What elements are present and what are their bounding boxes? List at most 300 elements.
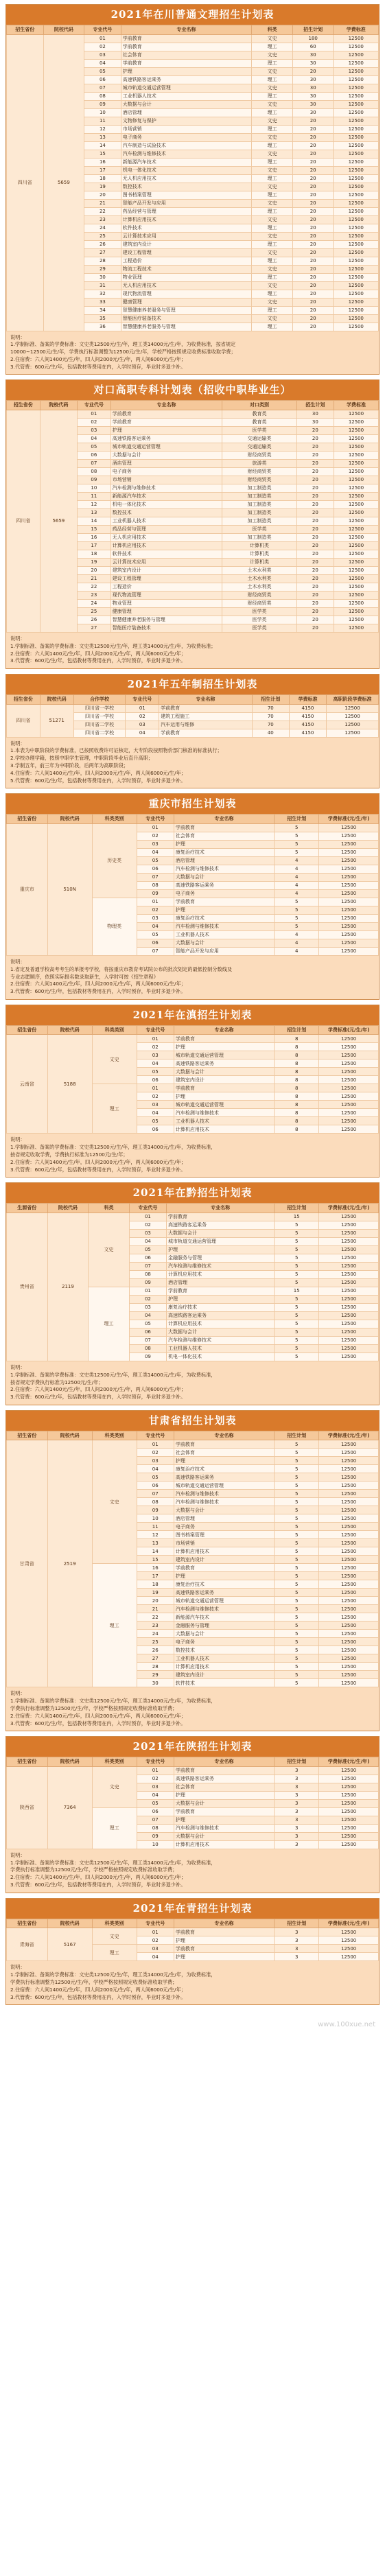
table-cell: 12500 xyxy=(327,712,379,721)
note-line: 专业志愿顺序，依照实际报名数录取新生，入学时可按《招生章程》 xyxy=(10,973,159,980)
table-cell: 5 xyxy=(275,1336,319,1344)
table-cell: 5 xyxy=(275,1580,319,1589)
table-cell: 8 xyxy=(275,1084,319,1092)
table-cell: 30 xyxy=(292,75,334,84)
table-cell: 无人机应用技术 xyxy=(121,174,252,183)
table-cell: 12500 xyxy=(319,947,379,955)
table-cell: 12500 xyxy=(334,281,379,290)
note-line: 说明： xyxy=(10,635,25,642)
table-row xyxy=(7,34,379,43)
table-cell: 03 xyxy=(137,1945,174,1953)
table-cell: 02 xyxy=(129,1221,166,1229)
table-cell: 康复治疗技术 xyxy=(174,1580,274,1589)
table-cell: 03 xyxy=(126,721,159,729)
school-code-cell: 5188 xyxy=(47,1035,92,1134)
note-line: 说明： xyxy=(10,740,25,747)
column-header: 招生计划 xyxy=(296,401,334,410)
province-cell: 云南省 xyxy=(7,1035,48,1134)
column-header: 招生计划 xyxy=(275,815,319,824)
table-cell: 市场营销 xyxy=(110,476,222,484)
table-cell: 24 xyxy=(77,599,110,607)
table-cell: 12500 xyxy=(334,591,378,599)
table-cell: 12500 xyxy=(319,1523,379,1531)
section-title: 2021年在黔招生计划表 xyxy=(6,1183,379,1203)
table-cell: 02 xyxy=(137,1936,174,1945)
table-cell: 健康管理 xyxy=(110,607,222,616)
table-cell: 26 xyxy=(84,240,121,248)
column-header: 高职阶段学费标准 xyxy=(327,694,379,704)
school-code-cell: 510N xyxy=(47,823,92,955)
table-cell: 汽车检测与维修技术 xyxy=(121,150,252,158)
table-cell: 20 xyxy=(296,550,334,558)
column-header: 专业代号 xyxy=(129,1204,166,1213)
column-header: 招生省份 xyxy=(7,401,40,410)
table-cell: 35 xyxy=(84,314,121,323)
table-cell: 05 xyxy=(137,1068,174,1076)
table-cell: 12500 xyxy=(334,599,378,607)
table-cell: 社会体育 xyxy=(174,832,274,840)
table-cell: 财经商贸类 xyxy=(222,599,296,607)
table-cell: 12500 xyxy=(319,1766,379,1775)
page-footer xyxy=(0,2010,385,2033)
section-sichuan-general xyxy=(5,4,380,375)
table-cell: 12500 xyxy=(334,306,379,314)
table-cell: 05 xyxy=(137,930,174,939)
table-cell: 新能源汽车技术 xyxy=(121,158,252,166)
table-cell: 03 xyxy=(137,914,174,922)
table-cell: 建筑室内设计 xyxy=(110,566,222,574)
table-cell: 建筑工程施工 xyxy=(159,712,253,721)
table-cell: 01 xyxy=(137,1084,174,1092)
column-header: 专业代号 xyxy=(137,815,174,824)
table-cell: 20 xyxy=(296,525,334,533)
table-cell: 12500 xyxy=(319,930,379,939)
table-cell: 20 xyxy=(292,191,334,199)
table-cell: 06 xyxy=(137,1125,174,1134)
school-code-cell: 2519 xyxy=(47,1440,92,1687)
note-line: 说明： xyxy=(10,1964,25,1971)
note-line: 3.学制五年，前三年为中职阶段，后两年为高职阶段； xyxy=(10,762,129,769)
table-cell: 大数据与会计 xyxy=(174,939,274,947)
table-cell: 12500 xyxy=(319,1490,379,1498)
table-cell: 四川省一学校 xyxy=(73,704,126,712)
table-cell: 04 xyxy=(129,1311,166,1320)
table-cell: 12500 xyxy=(319,1068,379,1076)
table-cell: 5 xyxy=(275,1440,319,1449)
table-header-row xyxy=(7,1025,379,1035)
table-cell: 社会体育 xyxy=(174,1449,274,1457)
table-cell: 理工 xyxy=(252,273,293,281)
table-cell: 20 xyxy=(296,484,334,492)
table-cell: 学前教育 xyxy=(174,1564,274,1572)
table-cell: 学前教育 xyxy=(174,898,274,906)
table-cell: 护理 xyxy=(167,1245,275,1254)
table-cell: 20 xyxy=(292,67,334,75)
table-cell: 文史 xyxy=(252,67,293,75)
column-header: 招生计划 xyxy=(275,1204,319,1213)
table-cell: 5 xyxy=(275,1638,319,1646)
note-line: 1.本表为中职阶段的学费标准，已按照收费许可证核定，大专阶段按照物价部门核准的标准执行； xyxy=(10,747,222,754)
table-cell: 3 xyxy=(275,1816,319,1824)
table-cell: 12500 xyxy=(334,100,379,108)
note-line: 说明： xyxy=(10,958,25,965)
column-header: 专业名称 xyxy=(174,815,274,824)
table-cell: 12500 xyxy=(334,459,378,467)
table-cell: 20 xyxy=(296,434,334,443)
table-cell: 3 xyxy=(275,1928,319,1936)
table-cell: 4 xyxy=(275,947,319,955)
table-cell: 12500 xyxy=(319,1473,379,1482)
section-title: 2021年在青招生计划表 xyxy=(6,1899,379,1919)
province-cell: 陕西省 xyxy=(7,1766,48,1849)
table-cell: 10 xyxy=(77,484,110,492)
table-cell: 护理 xyxy=(110,426,222,434)
note-line: 3.代管费：600元/生/年，包括教材等费用在内，入学时预存，毕业时多退少补。 xyxy=(10,1394,186,1401)
table-cell: 12500 xyxy=(334,224,379,232)
note-line: 按省规定学费执行标准为12500元/生/年； xyxy=(10,1379,104,1385)
table-cell: 18 xyxy=(77,550,110,558)
table-cell: 05 xyxy=(137,856,174,865)
table-cell: 29 xyxy=(137,1671,174,1679)
table-cell: 20 xyxy=(292,224,334,232)
table-cell: 理工 xyxy=(252,75,293,84)
table-cell: 03 xyxy=(129,1229,166,1237)
table-cell: 12500 xyxy=(319,1783,379,1791)
table-cell: 5 xyxy=(275,1597,319,1605)
table-cell: 20 xyxy=(296,599,334,607)
table-cell: 04 xyxy=(137,848,174,856)
table-cell: 工程造价 xyxy=(121,257,252,265)
column-header: 招生计划 xyxy=(275,1025,319,1035)
table-cell: 30 xyxy=(137,1679,174,1687)
table-cell: 学前教育 xyxy=(167,1287,275,1295)
section-title: 2021年五年制招生计划表 xyxy=(6,675,379,694)
table-cell: 15 xyxy=(275,1287,319,1295)
table-cell: 加工制造类 xyxy=(222,517,296,525)
table-cell: 12500 xyxy=(319,1791,379,1799)
table-cell: 19 xyxy=(77,558,110,566)
table-cell: 12 xyxy=(84,125,121,133)
table-cell: 20 xyxy=(292,306,334,314)
table-header-row xyxy=(7,1204,379,1213)
table-cell: 理工 xyxy=(252,240,293,248)
table-cell: 20 xyxy=(292,232,334,240)
table-cell: 加工制造类 xyxy=(222,500,296,508)
table-cell: 08 xyxy=(137,881,174,889)
table-cell: 8 xyxy=(275,1117,319,1125)
column-header: 学费标准(元/生/年) xyxy=(319,1025,379,1035)
table-cell: 12500 xyxy=(319,823,379,832)
column-header: 学费标准(元/生/年) xyxy=(319,1431,379,1440)
table-cell: 12500 xyxy=(334,558,378,566)
column-header: 院校代码 xyxy=(47,1919,92,1928)
table-cell: 05 xyxy=(137,1117,174,1125)
table-cell: 18 xyxy=(137,1580,174,1589)
note-line: 1.学制标准、备案的学费标准：文史类12500元/生/年，理工类14000元/生/年，为收费标准，按省规定 xyxy=(10,341,236,348)
table-cell: 12500 xyxy=(334,607,378,616)
table-cell: 12500 xyxy=(319,1237,379,1245)
table-cell: 04 xyxy=(126,729,159,737)
table-cell: 财经商贸类 xyxy=(222,451,296,459)
note-line: 2.住宿费：六人间1400元/生/年，四人间2000元/生/年，两人间6000元/生/年； xyxy=(10,1386,186,1393)
table-cell: 护理 xyxy=(174,1092,274,1101)
table-cell: 理工 xyxy=(252,224,293,232)
table-cell: 学前教育 xyxy=(174,1807,274,1816)
table-cell: 5 xyxy=(275,1547,319,1556)
table-cell: 5 xyxy=(275,1482,319,1490)
table-header-row xyxy=(7,1919,379,1928)
table-cell: 20 xyxy=(292,215,334,224)
table-cell: 20 xyxy=(292,290,334,298)
table-cell: 工业机器人技术 xyxy=(167,1344,275,1353)
table-cell: 药品经营与管理 xyxy=(121,207,252,215)
table-cell: 12500 xyxy=(319,1221,379,1229)
table-cell: 12500 xyxy=(334,92,379,100)
province-cell: 贵州省 xyxy=(7,1213,48,1361)
watermark-text: www.100xue.net xyxy=(318,2020,375,2028)
table-cell: 医学类 xyxy=(222,525,296,533)
table-cell: 12500 xyxy=(319,1043,379,1051)
table-cell: 20 xyxy=(292,125,334,133)
table-row xyxy=(7,1766,379,1775)
table-header-row xyxy=(7,25,379,34)
table-cell: 20 xyxy=(77,566,110,574)
table-cell: 12500 xyxy=(334,183,379,191)
table-cell: 12500 xyxy=(334,133,379,141)
table-cell: 土木水利类 xyxy=(222,574,296,583)
table-cell: 5 xyxy=(275,1523,319,1531)
notes-block xyxy=(6,331,379,375)
table-cell: 护理 xyxy=(174,1457,274,1465)
table-cell: 07 xyxy=(129,1262,166,1270)
table-cell: 12500 xyxy=(334,34,379,43)
column-header: 学费标准(元/生/年) xyxy=(319,1204,379,1213)
table-cell: 5 xyxy=(275,1679,319,1687)
table-cell: 市场营销 xyxy=(121,125,252,133)
table-cell: 17 xyxy=(137,1572,174,1580)
table-cell: 01 xyxy=(137,1035,174,1043)
table-cell: 12500 xyxy=(319,1580,379,1589)
table-cell: 05 xyxy=(129,1320,166,1328)
note-line: 说明： xyxy=(10,1851,25,1858)
table-cell: 08 xyxy=(84,92,121,100)
table-cell: 学前教育 xyxy=(110,410,222,418)
column-header: 学费标准 xyxy=(334,401,378,410)
table-cell: 金融服务与管理 xyxy=(167,1254,275,1262)
table-cell: 加工制造类 xyxy=(222,484,296,492)
column-header: 专业代号 xyxy=(77,401,110,410)
table-cell: 无人机应用技术 xyxy=(110,533,222,541)
table-cell: 旅游类 xyxy=(222,459,296,467)
table-cell: 30 xyxy=(292,51,334,59)
table-cell: 03 xyxy=(84,51,121,59)
table-cell: 高速铁路客运乘务 xyxy=(167,1221,275,1229)
table-cell: 文史 xyxy=(252,133,293,141)
table-cell: 02 xyxy=(137,1775,174,1783)
table-cell: 12500 xyxy=(319,1945,379,1953)
column-header: 专业名称 xyxy=(174,1025,274,1035)
table-cell: 物业管理 xyxy=(121,273,252,281)
column-header: 学费标准 xyxy=(289,694,326,704)
table-cell: 5 xyxy=(275,1320,319,1328)
column-header: 专业代号 xyxy=(84,25,121,34)
table-cell: 27 xyxy=(77,624,110,632)
category-cell: 文史 xyxy=(92,1928,137,1945)
table-cell: 5 xyxy=(275,1303,319,1311)
table-cell: 12500 xyxy=(319,1336,379,1344)
note-line: 2.住宿费：六人间1400元/生/年，四人间2000元/生/年，两人间6000元/生/年； xyxy=(10,981,186,987)
table-cell: 12500 xyxy=(319,840,379,848)
table-cell: 06 xyxy=(84,75,121,84)
table-cell: 城市轨道交通运营管理 xyxy=(174,1597,274,1605)
column-header: 专业名称 xyxy=(167,1204,275,1213)
table-cell: 01 xyxy=(126,704,159,712)
table-cell: 护理 xyxy=(167,1295,275,1303)
column-header: 院校代码 xyxy=(40,694,73,704)
column-header: 招生省份 xyxy=(7,25,44,34)
table-cell: 12500 xyxy=(319,1287,379,1295)
note-line: 10000~12500元/生/年，学费执行标准调整为12500元/生/年，学校严格按照规定收费标准收取学费； xyxy=(10,349,236,355)
table-cell: 理工 xyxy=(252,92,293,100)
table-row xyxy=(7,823,379,832)
province-cell: 青海省 xyxy=(7,1928,48,1961)
table-cell: 建筑室内设计 xyxy=(174,1076,274,1084)
table-cell: 06 xyxy=(77,451,110,459)
table-cell: 3 xyxy=(275,1799,319,1807)
table-cell: 5 xyxy=(275,1514,319,1523)
table-cell: 工业机器人技术 xyxy=(110,517,222,525)
table-cell: 理工 xyxy=(252,59,293,67)
table-cell: 01 xyxy=(137,1928,174,1936)
note-line: 2.住宿费：六人间1400元/生/年，四人间2000元/生/年，两人间6000元/生/年； xyxy=(10,1986,186,1993)
table-cell: 20 xyxy=(292,166,334,174)
table-cell: 新能源汽车技术 xyxy=(110,492,222,500)
table-cell: 12500 xyxy=(319,1245,379,1254)
column-header: 合作学校 xyxy=(73,694,126,704)
table-cell: 5 xyxy=(275,1605,319,1613)
table-cell: 理工 xyxy=(252,191,293,199)
table-cell: 图书档案管理 xyxy=(174,1531,274,1539)
table-cell: 20 xyxy=(296,492,334,500)
table-cell: 文史 xyxy=(252,34,293,43)
table-cell: 计算机类 xyxy=(222,558,296,566)
category-cell: 文史 xyxy=(89,1213,130,1287)
table-cell: 02 xyxy=(137,1449,174,1457)
note-line: 3.代管费：600元/生/年，包括教材等费用在内，入学时预存，毕业时多退少补。 xyxy=(10,1882,186,1888)
notes-block xyxy=(6,633,379,668)
table-cell: 5 xyxy=(275,1654,319,1663)
table-cell: 5 xyxy=(275,1221,319,1229)
table-cell: 12500 xyxy=(319,1816,379,1824)
column-header: 专业名称 xyxy=(110,401,222,410)
section-chongqing xyxy=(5,793,380,999)
table-cell: 汽车运用与维修 xyxy=(159,721,253,729)
table-cell: 14 xyxy=(77,517,110,525)
table-cell: 06 xyxy=(137,865,174,873)
table-row xyxy=(7,704,379,712)
table-cell: 智能医疗装备技术 xyxy=(121,314,252,323)
table-cell: 汽车检测与维修技术 xyxy=(110,484,222,492)
table-cell: 新能源汽车技术 xyxy=(174,1613,274,1621)
table-cell: 文史 xyxy=(252,314,293,323)
table-cell: 计算机应用技术 xyxy=(174,1125,274,1134)
table-cell: 智慧健康养老服务与管理 xyxy=(110,616,222,624)
table-cell: 12500 xyxy=(319,856,379,865)
table-cell: 5 xyxy=(275,1237,319,1245)
table-cell: 12500 xyxy=(319,1928,379,1936)
table-cell: 04 xyxy=(137,1059,174,1068)
table-cell: 文史 xyxy=(252,166,293,174)
table-cell: 03 xyxy=(129,1303,166,1311)
table-cell: 12500 xyxy=(334,525,378,533)
table-cell: 学前教育 xyxy=(174,1035,274,1043)
province-cell: 四川省 xyxy=(7,704,40,737)
notes-block xyxy=(6,1361,379,1405)
table-cell: 12500 xyxy=(334,108,379,117)
table-cell: 5 xyxy=(275,1498,319,1506)
table-cell: 04 xyxy=(137,1109,174,1117)
table-cell: 12500 xyxy=(319,1344,379,1353)
table-cell: 酒店管理 xyxy=(121,108,252,117)
table-cell: 33 xyxy=(84,298,121,306)
column-header: 对口类别 xyxy=(222,401,296,410)
table-cell: 金融服务与管理 xyxy=(174,1621,274,1630)
table-cell: 12500 xyxy=(334,314,379,323)
note-line: 3.代管费：600元/生/年，包括教材等费用在内，入学时预存，毕业时多退少补。 xyxy=(10,1993,186,2000)
table-cell: 12500 xyxy=(319,1295,379,1303)
table-cell: 12500 xyxy=(334,199,379,207)
table-cell: 学前教育 xyxy=(174,1766,274,1775)
table-cell: 学前教育 xyxy=(167,1213,275,1221)
table-cell: 19 xyxy=(137,1589,174,1597)
table-cell: 12500 xyxy=(334,240,379,248)
table-cell: 12500 xyxy=(334,323,379,331)
table-cell: 12500 xyxy=(319,1654,379,1663)
table-cell: 12500 xyxy=(334,434,378,443)
table-cell: 12500 xyxy=(319,873,379,881)
table-cell: 12500 xyxy=(319,1254,379,1262)
table-cell: 12500 xyxy=(319,1092,379,1101)
category-cell: 理工 xyxy=(92,1945,137,1961)
table-cell: 5 xyxy=(275,1254,319,1262)
table-cell: 22 xyxy=(77,583,110,591)
column-header: 招生计划 xyxy=(275,1431,319,1440)
table-cell: 3 xyxy=(275,1775,319,1783)
table-cell: 12500 xyxy=(334,476,378,484)
table-cell: 07 xyxy=(129,1336,166,1344)
table-cell: 交通运输类 xyxy=(222,443,296,451)
column-header: 专业代号 xyxy=(137,1025,174,1035)
table-cell: 汽车检测与维修技术 xyxy=(174,1109,274,1117)
table-cell: 06 xyxy=(129,1254,166,1262)
note-line: 学费执行标准调整为12500元/生/年，学校严格按照规定收费标准收取学费； xyxy=(10,1705,178,1711)
table-cell: 高速铁路客运乘务 xyxy=(174,1775,274,1783)
category-cell: 物理类 xyxy=(92,898,137,955)
table-cell: 13 xyxy=(137,1539,174,1547)
table-cell: 01 xyxy=(137,1440,174,1449)
table-cell: 12500 xyxy=(319,1229,379,1237)
table-cell: 16 xyxy=(77,533,110,541)
table-cell: 12500 xyxy=(334,290,379,298)
plan-table xyxy=(6,1431,379,1688)
table-cell: 13 xyxy=(84,133,121,141)
table-cell: 汽车制造与试验技术 xyxy=(121,141,252,150)
table-cell: 12500 xyxy=(334,583,378,591)
table-cell: 30 xyxy=(292,92,334,100)
table-cell: 20 xyxy=(296,541,334,550)
table-cell: 04 xyxy=(129,1237,166,1245)
table-cell: 20 xyxy=(296,591,334,599)
